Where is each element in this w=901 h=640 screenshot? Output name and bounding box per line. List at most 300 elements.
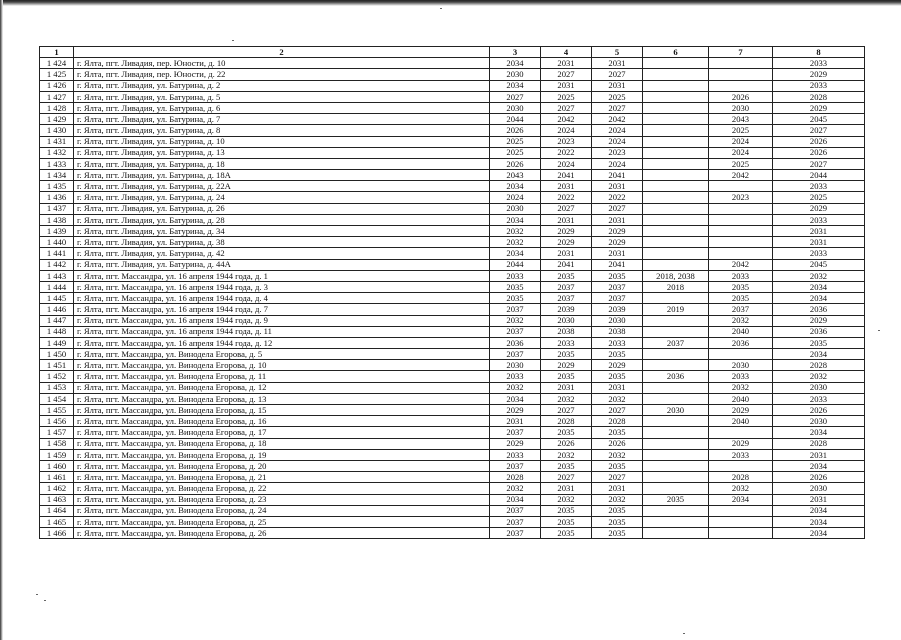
row-number-cell: 1 442 [40,259,74,270]
col6-year-cell [643,472,709,483]
row-number-cell: 1 430 [40,125,74,136]
col5-year-cell: 2027 [592,203,643,214]
col7-year-cell: 2025 [709,125,773,136]
col8-year-cell: 2044 [773,170,865,181]
col6-year-cell [643,416,709,427]
col4-year-cell: 2028 [541,416,592,427]
address-cell: г. Ялта, пгт. Ливадия, ул. Батурина, д. 5 [74,91,490,102]
col7-year-cell: 2026 [709,91,773,102]
col6-year-cell [643,136,709,147]
table-row [40,214,865,225]
row-number-cell: 1 457 [40,427,74,438]
row-number-cell: 1 432 [40,147,74,158]
address-cell: г. Ялта, пгт. Ливадия, ул. Батурина, д. 26 [74,203,490,214]
col7-year-cell: 2040 [709,393,773,404]
col8-year-cell: 2034 [773,293,865,304]
col4-year-cell: 2039 [541,304,592,315]
col5-year-cell: 2024 [592,125,643,136]
col3-year-cell: 2044 [490,114,541,125]
col7-year-cell: 2034 [709,494,773,505]
col6-year-cell [643,203,709,214]
col5-year-cell: 2027 [592,69,643,80]
column-header-7: 7 [709,47,773,58]
col8-year-cell: 2026 [773,405,865,416]
col6-year-cell [643,438,709,449]
address-cell: г. Ялта, пгт. Ливадия, ул. Батурина, д. 22А [74,181,490,192]
col3-year-cell: 2033 [490,270,541,281]
col5-year-cell: 2032 [592,449,643,460]
col8-year-cell: 2033 [773,80,865,91]
col6-year-cell [643,226,709,237]
row-number-cell: 1 436 [40,192,74,203]
col3-year-cell: 2043 [490,170,541,181]
col5-year-cell: 2035 [592,427,643,438]
col3-year-cell: 2027 [490,91,541,102]
col3-year-cell: 2037 [490,505,541,516]
row-number-cell: 1 426 [40,80,74,91]
row-number-cell: 1 461 [40,472,74,483]
col6-year-cell: 2036 [643,371,709,382]
col4-year-cell: 2022 [541,192,592,203]
col8-year-cell: 2034 [773,349,865,360]
col3-year-cell: 2032 [490,483,541,494]
col3-year-cell: 2032 [490,237,541,248]
col8-year-cell: 2033 [773,214,865,225]
table-body [40,58,865,539]
row-number-cell: 1 433 [40,158,74,169]
col3-year-cell: 2030 [490,360,541,371]
row-number-cell: 1 450 [40,349,74,360]
row-number-cell: 1 439 [40,226,74,237]
address-cell: г. Ялта, пгт. Массандра, ул. Винодела Егорова, д. 12 [74,382,490,393]
col6-year-cell [643,460,709,471]
col3-year-cell: 2025 [490,147,541,158]
col5-year-cell: 2032 [592,494,643,505]
col7-year-cell [709,58,773,69]
scan-border-top [0,0,901,6]
col6-year-cell [643,147,709,158]
row-number-cell: 1 447 [40,315,74,326]
col6-year-cell [643,58,709,69]
col5-year-cell: 2031 [592,214,643,225]
col4-year-cell: 2031 [541,80,592,91]
col4-year-cell: 2031 [541,382,592,393]
address-cell: г. Ялта, пгт. Массандра, ул. 16 апреля 1944 года, д. 9 [74,315,490,326]
col6-year-cell [643,315,709,326]
table-row [40,371,865,382]
col4-year-cell: 2027 [541,405,592,416]
col3-year-cell: 2034 [490,393,541,404]
col5-year-cell: 2035 [592,460,643,471]
col7-year-cell [709,80,773,91]
col3-year-cell: 2037 [490,516,541,527]
col8-year-cell: 2026 [773,136,865,147]
col4-year-cell: 2031 [541,248,592,259]
scan-border-left [0,0,3,640]
row-number-cell: 1 464 [40,505,74,516]
col3-year-cell: 2026 [490,158,541,169]
address-cell: г. Ялта, пгт. Ливадия, ул. Батурина, д. 6 [74,102,490,113]
col4-year-cell: 2035 [541,505,592,516]
col5-year-cell: 2022 [592,192,643,203]
col3-year-cell: 2037 [490,304,541,315]
table-row [40,259,865,270]
col6-year-cell [643,449,709,460]
col5-year-cell: 2031 [592,483,643,494]
col6-year-cell: 2037 [643,337,709,348]
col5-year-cell: 2026 [592,438,643,449]
address-cell: г. Ялта, пгт. Ливадия, пер. Юности, д. 10 [74,58,490,69]
col4-year-cell: 2031 [541,483,592,494]
col7-year-cell [709,181,773,192]
col4-year-cell: 2041 [541,259,592,270]
table-row [40,304,865,315]
col6-year-cell [643,69,709,80]
col4-year-cell: 2041 [541,170,592,181]
col5-year-cell: 2039 [592,304,643,315]
col7-year-cell: 2037 [709,304,773,315]
table-row [40,326,865,337]
col6-year-cell [643,360,709,371]
col6-year-cell [643,349,709,360]
address-cell: г. Ялта, пгт. Массандра, ул. 16 апреля 1944 года, д. 4 [74,293,490,304]
col6-year-cell: 2030 [643,405,709,416]
col5-year-cell: 2029 [592,226,643,237]
col6-year-cell [643,382,709,393]
row-number-cell: 1 453 [40,382,74,393]
table-row [40,237,865,248]
row-number-cell: 1 454 [40,393,74,404]
col7-year-cell: 2029 [709,405,773,416]
table-row [40,192,865,203]
col8-year-cell: 2031 [773,226,865,237]
col5-year-cell: 2030 [592,315,643,326]
col8-year-cell: 2035 [773,337,865,348]
col5-year-cell: 2042 [592,114,643,125]
column-header-2: 2 [74,47,490,58]
col8-year-cell: 2026 [773,147,865,158]
col4-year-cell: 2035 [541,460,592,471]
table-row [40,438,865,449]
col5-year-cell: 2033 [592,337,643,348]
col4-year-cell: 2027 [541,102,592,113]
col4-year-cell: 2024 [541,158,592,169]
col4-year-cell: 2035 [541,528,592,539]
table-row [40,147,865,158]
col5-year-cell: 2037 [592,281,643,292]
col3-year-cell: 2032 [490,226,541,237]
row-number-cell: 1 446 [40,304,74,315]
table-row [40,125,865,136]
table-row [40,69,865,80]
col7-year-cell: 2029 [709,438,773,449]
col3-year-cell: 2035 [490,293,541,304]
col4-year-cell: 2032 [541,449,592,460]
col3-year-cell: 2030 [490,69,541,80]
table-row [40,281,865,292]
column-header-4: 4 [541,47,592,58]
col5-year-cell: 2027 [592,472,643,483]
col3-year-cell: 2032 [490,382,541,393]
col6-year-cell [643,102,709,113]
col7-year-cell: 2030 [709,102,773,113]
col7-year-cell [709,460,773,471]
col8-year-cell: 2030 [773,382,865,393]
col6-year-cell [643,125,709,136]
address-cell: г. Ялта, пгт. Ливадия, ул. Батурина, д. 8 [74,125,490,136]
address-cell: г. Ялта, пгт. Массандра, ул. Винодела Егорова, д. 22 [74,483,490,494]
address-cell: г. Ялта, пгт. Массандра, ул. 16 апреля 1944 года, д. 3 [74,281,490,292]
col4-year-cell: 2029 [541,237,592,248]
col7-year-cell: 2025 [709,158,773,169]
col6-year-cell [643,483,709,494]
column-header-3: 3 [490,47,541,58]
col6-year-cell: 2018 [643,281,709,292]
col7-year-cell [709,237,773,248]
address-cell: г. Ялта, пгт. Массандра, ул. Винодела Егорова, д. 11 [74,371,490,382]
col8-year-cell: 2034 [773,427,865,438]
col8-year-cell: 2030 [773,483,865,494]
col5-year-cell: 2037 [592,293,643,304]
col4-year-cell: 2029 [541,360,592,371]
address-cell: г. Ялта, пгт. Ливадия, пер. Юности, д. 22 [74,69,490,80]
col7-year-cell: 2042 [709,170,773,181]
col7-year-cell: 2033 [709,270,773,281]
col5-year-cell: 2035 [592,505,643,516]
address-cell: г. Ялта, пгт. Массандра, ул. 16 апреля 1944 года, д. 1 [74,270,490,281]
table-row [40,270,865,281]
col7-year-cell [709,528,773,539]
scan-speck [36,594,38,595]
address-cell: г. Ялта, пгт. Ливадия, ул. Батурина, д. 13 [74,147,490,158]
col6-year-cell [643,259,709,270]
col8-year-cell: 2027 [773,158,865,169]
col6-year-cell [643,91,709,102]
col4-year-cell: 2031 [541,214,592,225]
col3-year-cell: 2032 [490,315,541,326]
col6-year-cell [643,326,709,337]
col4-year-cell: 2027 [541,69,592,80]
row-number-cell: 1 456 [40,416,74,427]
col8-year-cell: 2027 [773,125,865,136]
col4-year-cell: 2026 [541,438,592,449]
col3-year-cell: 2044 [490,259,541,270]
col5-year-cell: 2032 [592,393,643,404]
col5-year-cell: 2025 [592,91,643,102]
col7-year-cell: 2042 [709,259,773,270]
address-cell: г. Ялта, пгт. Массандра, ул. Винодела Егорова, д. 15 [74,405,490,416]
col5-year-cell: 2041 [592,170,643,181]
table-row [40,393,865,404]
col6-year-cell [643,192,709,203]
column-header-8: 8 [773,47,865,58]
address-cell: г. Ялта, пгт. Массандра, ул. Винодела Егорова, д. 13 [74,393,490,404]
col3-year-cell: 2028 [490,472,541,483]
col4-year-cell: 2027 [541,472,592,483]
col8-year-cell: 2028 [773,360,865,371]
scan-speck [232,40,234,41]
col8-year-cell: 2032 [773,270,865,281]
col6-year-cell [643,237,709,248]
col4-year-cell: 2031 [541,181,592,192]
table-row [40,136,865,147]
col4-year-cell: 2025 [541,91,592,102]
col7-year-cell [709,505,773,516]
table-row [40,405,865,416]
col7-year-cell: 2043 [709,114,773,125]
address-cell: г. Ялта, пгт. Ливадия, ул. Батурина, д. 44А [74,259,490,270]
col4-year-cell: 2037 [541,281,592,292]
col7-year-cell: 2036 [709,337,773,348]
row-number-cell: 1 459 [40,449,74,460]
table-row [40,382,865,393]
col6-year-cell: 2035 [643,494,709,505]
col7-year-cell [709,203,773,214]
col8-year-cell: 2034 [773,281,865,292]
row-number-cell: 1 448 [40,326,74,337]
col8-year-cell: 2033 [773,248,865,259]
col6-year-cell [643,114,709,125]
header-row [40,47,865,58]
table-row [40,528,865,539]
row-number-cell: 1 424 [40,58,74,69]
address-cell: г. Ялта, пгт. Массандра, ул. Винодела Егорова, д. 18 [74,438,490,449]
col7-year-cell: 2033 [709,449,773,460]
col8-year-cell: 2029 [773,315,865,326]
col7-year-cell [709,516,773,527]
col3-year-cell: 2034 [490,494,541,505]
col7-year-cell: 2023 [709,192,773,203]
row-number-cell: 1 452 [40,371,74,382]
table-row [40,181,865,192]
col5-year-cell: 2027 [592,405,643,416]
address-cell: г. Ялта, пгт. Ливадия, ул. Батурина, д. 18 [74,158,490,169]
col6-year-cell [643,393,709,404]
table-row [40,158,865,169]
col3-year-cell: 2037 [490,427,541,438]
col5-year-cell: 2035 [592,528,643,539]
address-cell: г. Ялта, пгт. Ливадия, ул. Батурина, д. 10 [74,136,490,147]
col7-year-cell: 2032 [709,382,773,393]
col5-year-cell: 2029 [592,360,643,371]
col7-year-cell: 2040 [709,416,773,427]
address-cell: г. Ялта, пгт. Ливадия, ул. Батурина, д. 34 [74,226,490,237]
col5-year-cell: 2041 [592,259,643,270]
row-number-cell: 1 449 [40,337,74,348]
col4-year-cell: 2035 [541,349,592,360]
col4-year-cell: 2024 [541,125,592,136]
address-cell: г. Ялта, пгт. Массандра, ул. Винодела Егорова, д. 24 [74,505,490,516]
col6-year-cell [643,181,709,192]
col7-year-cell: 2024 [709,147,773,158]
table-row [40,58,865,69]
table-row [40,483,865,494]
col8-year-cell: 2045 [773,259,865,270]
col5-year-cell: 2029 [592,237,643,248]
table-row [40,293,865,304]
col8-year-cell: 2031 [773,237,865,248]
col6-year-cell [643,505,709,516]
col8-year-cell: 2034 [773,528,865,539]
col4-year-cell: 2033 [541,337,592,348]
col4-year-cell: 2035 [541,516,592,527]
row-number-cell: 1 434 [40,170,74,181]
table-row [40,416,865,427]
row-number-cell: 1 451 [40,360,74,371]
col6-year-cell [643,80,709,91]
col3-year-cell: 2037 [490,528,541,539]
col4-year-cell: 2035 [541,427,592,438]
address-cell: г. Ялта, пгт. Ливадия, ул. Батурина, д. 7 [74,114,490,125]
col5-year-cell: 2024 [592,158,643,169]
col5-year-cell: 2024 [592,136,643,147]
row-number-cell: 1 458 [40,438,74,449]
row-number-cell: 1 465 [40,516,74,527]
col4-year-cell: 2031 [541,58,592,69]
col8-year-cell: 2034 [773,460,865,471]
row-number-cell: 1 427 [40,91,74,102]
row-number-cell: 1 437 [40,203,74,214]
table-row [40,337,865,348]
col6-year-cell [643,248,709,259]
col6-year-cell [643,293,709,304]
address-cell: г. Ялта, пгт. Ливадия, ул. Батурина, д. 18А [74,170,490,181]
col6-year-cell [643,214,709,225]
col7-year-cell: 2032 [709,483,773,494]
col3-year-cell: 2034 [490,248,541,259]
address-cell: г. Ялта, пгт. Ливадия, ул. Батурина, д. 28 [74,214,490,225]
row-number-cell: 1 438 [40,214,74,225]
col7-year-cell [709,248,773,259]
address-cell: г. Ялта, пгт. Массандра, ул. Винодела Егорова, д. 26 [74,528,490,539]
col8-year-cell: 2034 [773,516,865,527]
row-number-cell: 1 425 [40,69,74,80]
col8-year-cell: 2034 [773,505,865,516]
col4-year-cell: 2035 [541,371,592,382]
address-cell: г. Ялта, пгт. Массандра, ул. Винодела Егорова, д. 17 [74,427,490,438]
col8-year-cell: 2025 [773,192,865,203]
col3-year-cell: 2030 [490,102,541,113]
col7-year-cell: 2028 [709,472,773,483]
col7-year-cell: 2033 [709,371,773,382]
col8-year-cell: 2031 [773,449,865,460]
col7-year-cell [709,69,773,80]
col4-year-cell: 2029 [541,226,592,237]
col5-year-cell: 2035 [592,349,643,360]
address-cell: г. Ялта, пгт. Массандра, ул. Винодела Егорова, д. 16 [74,416,490,427]
table-row [40,80,865,91]
col7-year-cell [709,214,773,225]
col5-year-cell: 2031 [592,248,643,259]
row-number-cell: 1 429 [40,114,74,125]
col3-year-cell: 2037 [490,349,541,360]
table-row [40,114,865,125]
scan-speck [44,600,46,601]
col3-year-cell: 2029 [490,438,541,449]
table-row [40,516,865,527]
address-cell: г. Ялта, пгт. Массандра, ул. Винодела Егорова, д. 19 [74,449,490,460]
row-number-cell: 1 462 [40,483,74,494]
row-number-cell: 1 444 [40,281,74,292]
row-number-cell: 1 466 [40,528,74,539]
col5-year-cell: 2038 [592,326,643,337]
col3-year-cell: 2025 [490,136,541,147]
col8-year-cell: 2029 [773,102,865,113]
col8-year-cell: 2032 [773,371,865,382]
col7-year-cell: 2024 [709,136,773,147]
scan-speck [878,330,880,331]
col7-year-cell [709,349,773,360]
